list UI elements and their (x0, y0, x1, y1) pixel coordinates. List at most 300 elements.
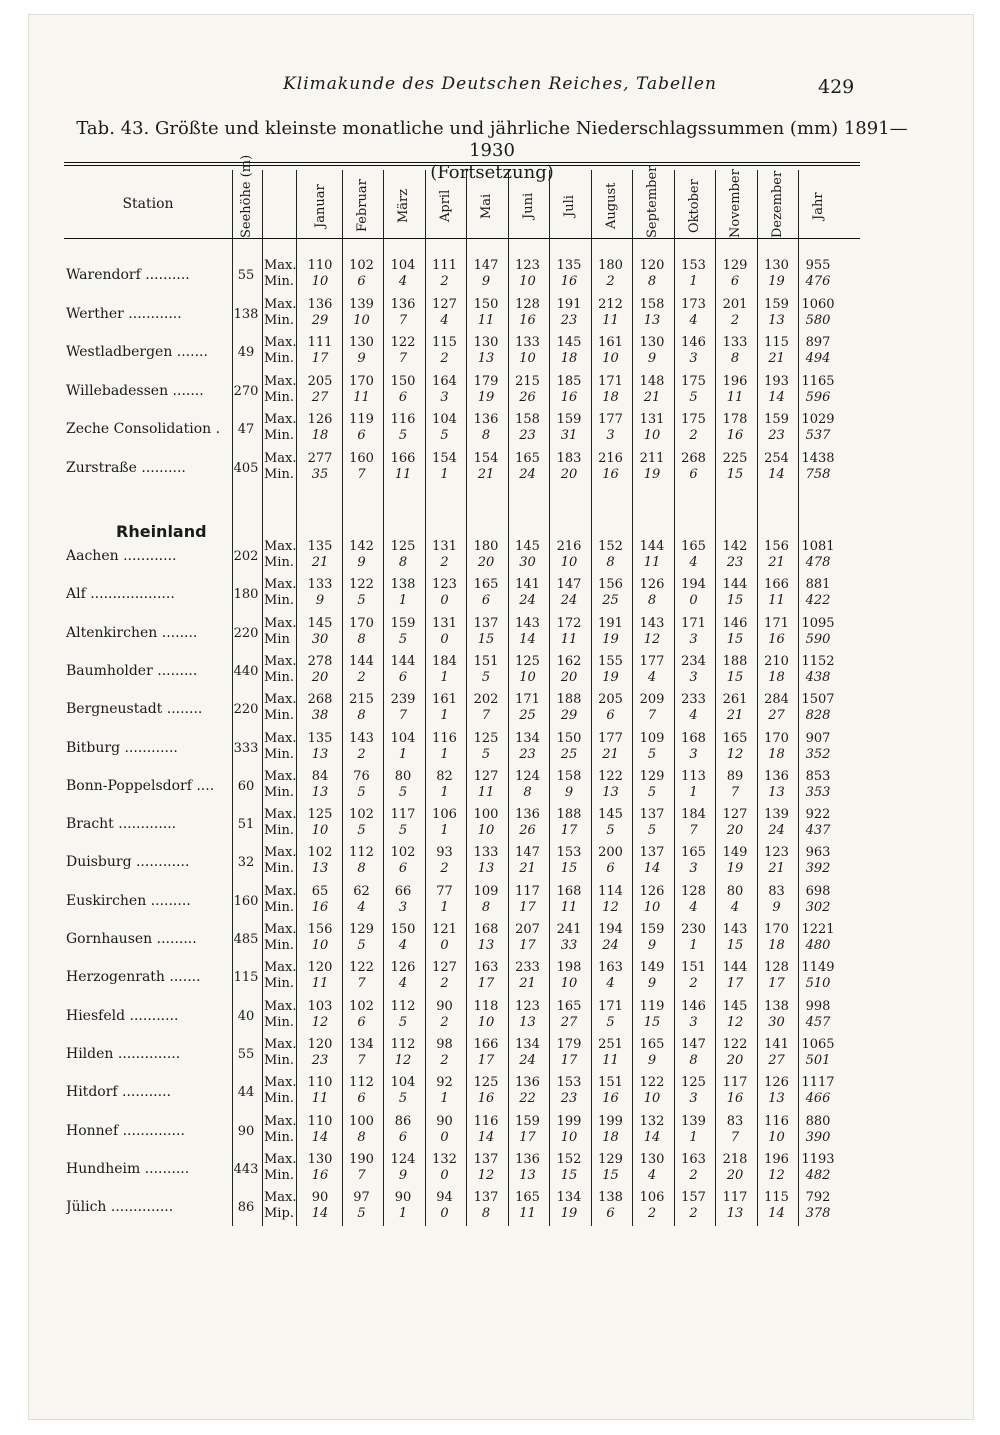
station-name: Hiesfeld ........... (66, 1007, 179, 1024)
station-altitude: 51 (237, 817, 255, 833)
cell-min: 16 (602, 466, 619, 482)
label-max: Max. (264, 692, 297, 708)
cell-min: 5 (647, 784, 657, 800)
cell-max: 150 (556, 730, 582, 746)
table-row (64, 374, 860, 410)
cell-min: 2 (357, 746, 366, 762)
cell-max: 170 (764, 922, 789, 937)
cell-min: 0 (440, 938, 449, 953)
cell-min: 17 (519, 938, 536, 953)
cell-max: 199 (598, 1113, 623, 1129)
cell-min: 10 (519, 669, 536, 685)
cell-max: 130 (307, 1151, 333, 1167)
cell-min: 2 (730, 312, 740, 328)
cell-min: 19 (602, 631, 619, 647)
label-min: Min. (264, 312, 294, 328)
cell-max: 90 (394, 1190, 412, 1206)
cell-min: 6 (481, 593, 491, 609)
cell-max: 143 (349, 730, 374, 746)
station-name: Hundheim .......... (66, 1160, 190, 1177)
table-row (64, 692, 860, 728)
table-row (64, 451, 860, 487)
cell-min: 13 (519, 1014, 536, 1030)
header-month: Dezember (769, 170, 785, 238)
cell-max: 127 (432, 296, 457, 312)
cell-min: 11 (353, 389, 370, 405)
cell-min: 24 (519, 466, 536, 482)
cell-max: 168 (473, 922, 499, 937)
precipitation-table (64, 154, 860, 1226)
cell-min: 11 (726, 389, 744, 405)
cell-min: 29 (560, 708, 578, 724)
cell-min: 17 (560, 1052, 578, 1068)
cell-min: 0 (440, 1167, 449, 1183)
cell-min: 1 (440, 669, 449, 685)
row-label-max-min (264, 1152, 304, 1184)
cell-min: 6 (606, 861, 615, 877)
label-max: Max. (264, 653, 297, 669)
label-min: Min. (264, 389, 294, 405)
column-rule (632, 170, 633, 1226)
cell-max: 145 (556, 335, 582, 350)
cell-max: 120 (639, 258, 665, 273)
row-label-max-min (264, 1190, 304, 1222)
cell-min: 3 (606, 428, 615, 443)
column-rule (591, 170, 592, 1226)
station-altitude: 443 (233, 1161, 259, 1177)
cell-min: 438 (805, 669, 831, 685)
cell-min: 4 (689, 555, 698, 570)
cell-max: 261 (722, 692, 748, 708)
cell-max: 171 (764, 615, 789, 631)
cell-min: 4 (689, 899, 698, 915)
label-min: Min. (264, 1129, 294, 1145)
cell-max: 109 (473, 883, 499, 899)
cell-min: 10 (477, 1014, 495, 1030)
cell-max: 77 (436, 883, 453, 899)
label-max: Max. (264, 960, 297, 976)
cell-min: 23 (726, 555, 744, 570)
cell-max: 128 (764, 960, 789, 976)
cell-max: 1095 (801, 615, 835, 631)
table-title-line2: (Fortsetzung) (430, 162, 554, 183)
cell-min: 9 (398, 1167, 408, 1183)
cell-max: 135 (307, 539, 333, 554)
cell-min: 4 (647, 669, 657, 685)
cell-min: 1 (398, 1206, 408, 1222)
station-altitude: 49 (237, 345, 255, 360)
row-label-max-min (264, 1075, 304, 1107)
cell-min: 9 (357, 351, 366, 366)
cell-max: 102 (349, 998, 374, 1014)
cell-max: 955 (805, 258, 831, 273)
cell-min: 7 (481, 708, 491, 724)
cell-max: 141 (515, 577, 540, 593)
cell-min: 8 (357, 708, 366, 724)
cell-max: 278 (307, 653, 333, 669)
cell-min: 11 (394, 466, 412, 482)
cell-max: 177 (598, 730, 623, 746)
cell-max: 90 (436, 998, 453, 1014)
cell-max: 190 (349, 1151, 374, 1167)
cell-max: 117 (722, 1190, 748, 1206)
cell-max: 216 (556, 539, 582, 554)
station-name: Alf ................... (66, 586, 175, 603)
cell-min: 13 (768, 312, 785, 328)
header-station: Station (122, 196, 174, 212)
cell-min: 16 (311, 899, 329, 915)
cell-max: 130 (349, 335, 374, 350)
cell-min: 23 (311, 1052, 329, 1068)
cell-min: 11 (602, 1052, 619, 1068)
station-name: Hilden .............. (66, 1045, 181, 1062)
cell-max: 177 (598, 412, 623, 427)
cell-min: 33 (560, 938, 578, 953)
cell-min: 1 (440, 823, 449, 839)
cell-max: 129 (639, 768, 665, 784)
table-row (64, 412, 860, 448)
label-max: Max. (264, 373, 297, 389)
label-min: Min. (264, 708, 294, 724)
cell-min: 1 (689, 274, 698, 289)
cell-max: 115 (432, 335, 457, 350)
cell-max: 126 (390, 960, 416, 976)
cell-max: 198 (556, 960, 582, 976)
cell-min: 494 (805, 351, 831, 366)
cell-max: 153 (556, 845, 582, 861)
cell-min: 13 (768, 784, 785, 800)
cell-max: 123 (515, 998, 540, 1014)
cell-min: 5 (357, 1206, 366, 1222)
cell-min: 12 (602, 899, 619, 915)
cell-min: 3 (689, 351, 698, 366)
cell-min: 18 (768, 938, 785, 953)
cell-min: 1 (398, 593, 408, 609)
label-max: Max. (264, 539, 297, 554)
cell-max: 136 (764, 768, 789, 784)
cell-max: 134 (349, 1036, 374, 1052)
cell-min: 6 (606, 1206, 615, 1222)
cell-max: 126 (639, 577, 665, 593)
top-rule (64, 162, 860, 163)
cell-max: 172 (556, 615, 582, 631)
cell-min: 10 (768, 1129, 785, 1145)
cell-max: 139 (681, 1113, 706, 1129)
cell-max: 128 (681, 883, 706, 899)
station-name: Zeche Consolidation . (66, 421, 221, 437)
cell-max: 156 (307, 922, 333, 937)
cell-max: 136 (515, 1075, 540, 1091)
cell-max: 130 (473, 335, 499, 350)
cell-min: 35 (311, 466, 329, 482)
station-altitude: 47 (237, 422, 255, 437)
column-rule (296, 170, 297, 1226)
table-row (64, 731, 860, 767)
label-min: Min. (264, 1052, 294, 1068)
cell-min: 0 (440, 631, 449, 647)
cell-min: 21 (726, 708, 744, 724)
cell-max: 93 (436, 845, 453, 861)
cell-min: 5 (647, 823, 657, 839)
cell-max: 121 (432, 922, 457, 937)
cell-min: 10 (311, 823, 329, 839)
cell-max: 159 (515, 1113, 540, 1129)
cell-min: 18 (311, 428, 329, 443)
label-max: Max. (264, 615, 297, 631)
cell-min: 10 (560, 1129, 578, 1145)
cell-max: 284 (764, 692, 789, 708)
cell-min: 2 (689, 428, 698, 443)
label-min: Min. (264, 555, 294, 570)
cell-max: 124 (515, 768, 540, 784)
cell-min: 7 (647, 708, 657, 724)
cell-max: 94 (436, 1190, 453, 1206)
cell-min: 5 (689, 389, 698, 405)
cell-max: 154 (432, 450, 457, 466)
table-row (64, 1075, 860, 1111)
cell-min: 10 (353, 312, 370, 328)
cell-min: 18 (602, 389, 619, 405)
row-label-max-min (264, 999, 304, 1031)
label-max: Max. (264, 922, 297, 937)
cell-min: 13 (311, 861, 329, 877)
cell-min: 19 (560, 1206, 578, 1222)
column-rule (383, 170, 384, 1226)
cell-max: 151 (681, 960, 706, 976)
cell-min: 1 (440, 746, 449, 762)
cell-max: 112 (390, 998, 416, 1014)
row-label-max-min (264, 577, 304, 609)
cell-max: 160 (349, 450, 374, 466)
label-min: Min. (264, 823, 294, 839)
cell-min: 8 (481, 428, 491, 443)
cell-max: 122 (390, 335, 416, 350)
cell-max: 132 (639, 1113, 665, 1129)
label-max: Max. (264, 412, 297, 427)
cell-max: 145 (598, 807, 623, 823)
cell-max: 1029 (801, 412, 835, 427)
cell-min: 8 (647, 593, 657, 609)
cell-min: 4 (398, 976, 408, 992)
cell-max: 146 (681, 998, 706, 1014)
cell-max: 165 (515, 450, 540, 466)
cell-min: 7 (357, 466, 366, 482)
cell-max: 139 (349, 296, 374, 312)
cell-min: 21 (519, 976, 536, 992)
cell-max: 128 (515, 296, 540, 312)
cell-max: 148 (639, 373, 665, 389)
cell-min: 0 (440, 593, 449, 609)
cell-min: 25 (560, 746, 578, 762)
cell-max: 165 (722, 730, 748, 746)
table-row (64, 960, 860, 996)
cell-min: 11 (311, 976, 329, 992)
cell-min: 30 (519, 555, 536, 570)
label-min: Min. (264, 593, 294, 609)
cell-max: 90 (436, 1113, 453, 1129)
column-rule (425, 170, 426, 1226)
cell-min: 1 (440, 784, 449, 800)
station-altitude: 220 (233, 625, 259, 641)
cell-max: 126 (307, 412, 333, 427)
cell-max: 111 (307, 335, 333, 350)
cell-min: 15 (726, 466, 744, 482)
label-min: Min. (264, 976, 294, 992)
label-max: Max. (264, 845, 297, 861)
label-min: Min. (264, 938, 294, 953)
cell-min: 9 (647, 351, 657, 366)
cell-max: 216 (598, 450, 623, 466)
cell-max: 97 (353, 1190, 370, 1206)
label-min: Min. (264, 1167, 294, 1183)
cell-max: 233 (515, 960, 540, 976)
cell-max: 145 (722, 998, 748, 1014)
cell-min: 1 (440, 708, 449, 724)
label-min: Min. (264, 1091, 294, 1107)
cell-max: 158 (515, 412, 540, 427)
cell-max: 125 (515, 653, 540, 669)
label-max: Max. (264, 450, 297, 466)
cell-max: 123 (515, 258, 540, 273)
cell-min: 8 (647, 274, 657, 289)
cell-max: 1081 (801, 539, 835, 554)
cell-min: 6 (357, 428, 366, 443)
cell-min: 4 (440, 312, 449, 328)
cell-min: 27 (768, 1052, 785, 1068)
cell-max: 207 (515, 922, 540, 937)
cell-min: 8 (481, 1206, 491, 1222)
cell-min: 12 (726, 746, 744, 762)
row-label-max-min (264, 412, 304, 444)
cell-max: 209 (639, 692, 665, 708)
cell-min: 478 (805, 555, 831, 570)
cell-min: 11 (643, 555, 661, 570)
row-label-max-min (264, 539, 304, 571)
cell-min: 24 (519, 1052, 536, 1068)
cell-max: 150 (390, 922, 416, 937)
cell-max: 998 (805, 998, 831, 1014)
column-rule (466, 170, 467, 1226)
cell-max: 109 (639, 730, 665, 746)
cell-max: 102 (390, 845, 416, 861)
cell-max: 144 (722, 577, 748, 593)
cell-max: 119 (349, 412, 374, 427)
cell-max: 230 (681, 922, 706, 937)
row-label-max-min (264, 807, 304, 839)
cell-max: 116 (432, 730, 457, 746)
cell-min: 5 (398, 784, 408, 800)
cell-min: 3 (440, 389, 449, 405)
label-min: Min. (264, 669, 294, 685)
cell-max: 136 (390, 296, 416, 312)
cell-max: 134 (515, 1036, 540, 1052)
cell-max: 106 (639, 1190, 665, 1206)
cell-min: 6 (398, 1129, 408, 1145)
cell-min: 15 (726, 593, 744, 609)
cell-max: 147 (473, 258, 499, 273)
station-altitude: 32 (237, 855, 255, 871)
cell-min: 10 (643, 428, 661, 443)
label-min: Min. (264, 861, 294, 877)
cell-max: 170 (349, 615, 374, 631)
station-name: Bergneustadt ........ (66, 701, 203, 718)
cell-max: 159 (390, 615, 416, 631)
cell-max: 156 (598, 577, 623, 593)
label-min: Min. (264, 1014, 294, 1030)
label-min: Min (264, 631, 290, 647)
cell-max: 112 (349, 1075, 374, 1091)
cell-min: 390 (805, 1129, 831, 1145)
header-month: Juli (562, 195, 577, 217)
cell-min: 17 (519, 899, 536, 915)
cell-min: 27 (768, 708, 785, 724)
cell-max: 268 (307, 692, 333, 708)
cell-max: 165 (639, 1036, 665, 1052)
cell-max: 1507 (801, 692, 835, 708)
cell-max: 177 (639, 653, 665, 669)
cell-min: 5 (606, 1014, 615, 1030)
cell-min: 12 (643, 631, 661, 647)
header-separator (64, 238, 860, 239)
cell-max: 170 (764, 730, 789, 746)
cell-max: 154 (473, 450, 499, 466)
cell-min: 13 (477, 938, 495, 953)
cell-max: 907 (805, 730, 831, 746)
cell-min: 10 (643, 1091, 661, 1107)
cell-min: 1 (440, 466, 449, 482)
cell-max: 178 (722, 412, 748, 427)
header-month: Mai (479, 193, 494, 219)
table-row (64, 1190, 860, 1226)
row-label-max-min (264, 451, 304, 483)
cell-min: 27 (560, 1014, 578, 1030)
cell-min: 392 (805, 861, 831, 877)
cell-min: 4 (730, 899, 740, 915)
cell-min: 5 (398, 631, 408, 647)
cell-min: 6 (398, 669, 408, 685)
station-name: Willebadessen ....... (66, 382, 204, 399)
station-altitude: 180 (233, 587, 259, 603)
cell-min: 24 (519, 593, 536, 609)
cell-min: 10 (602, 351, 619, 366)
cell-max: 185 (556, 373, 582, 389)
cell-max: 76 (353, 768, 370, 784)
station-name: Duisburg ............ (66, 854, 190, 871)
cell-max: 144 (349, 653, 374, 669)
cell-min: 5 (357, 593, 366, 609)
cell-min: 7 (689, 823, 698, 839)
cell-min: 590 (805, 631, 831, 647)
cell-max: 153 (681, 258, 706, 273)
cell-max: 698 (805, 883, 831, 899)
cell-max: 125 (473, 730, 499, 746)
cell-min: 17 (311, 351, 329, 366)
cell-max: 1152 (801, 653, 835, 669)
station-altitude: 40 (237, 1008, 255, 1024)
cell-min: 20 (560, 466, 578, 482)
cell-max: 200 (598, 845, 623, 861)
station-name: Warendorf .......... (66, 267, 190, 283)
table-title-line1: Tab. 43. Größte und kleinste monatliche und jährliche Niederschlagssummen (mm) 1891—1930 (76, 118, 908, 161)
cell-max: 136 (515, 1151, 540, 1167)
cell-max: 170 (349, 373, 374, 389)
station-name: Bracht ............. (66, 816, 177, 833)
cell-min: 15 (602, 1167, 619, 1183)
cell-min: 1 (689, 1129, 698, 1145)
cell-max: 218 (722, 1151, 748, 1167)
cell-max: 171 (515, 692, 540, 708)
cell-max: 136 (473, 412, 499, 427)
